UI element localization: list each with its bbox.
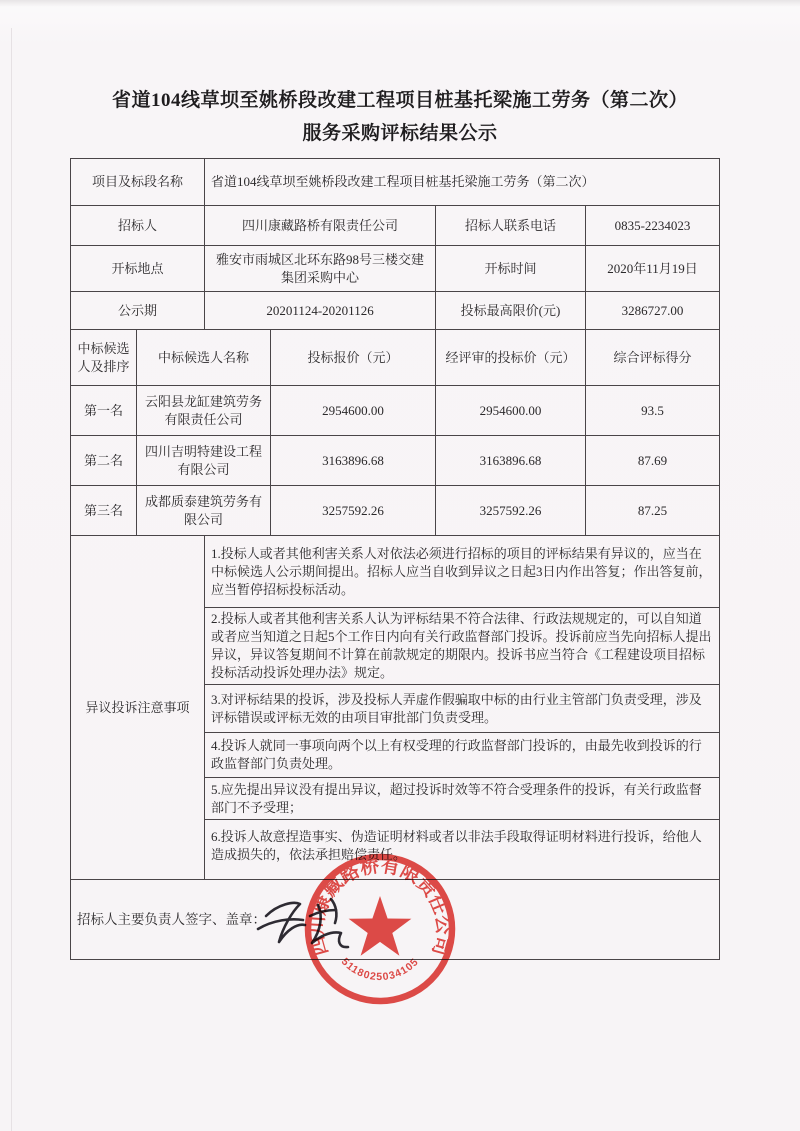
max-price-value: 3286727.00: [586, 292, 720, 330]
header-candidate-name: 中标候选人名称: [137, 330, 271, 386]
opening-place-value: 雅安市雨城区北环东路98号三楼交建集团采购中心: [205, 246, 436, 292]
tenderer-phone-label: 招标人联系电话: [436, 206, 586, 246]
candidate-2-score: 87.69: [586, 436, 720, 486]
notice-item-2: 2.投标人或者其他利害关系人认为评标结果不符合法律、行政法规规定的，可以自知道或者应当知道之日起5个工作日内向有关行政监督部门投诉。投诉前应当先向招标人提出异议，异议答复期间不计算在前款规定的期限内。投诉书应当符合《工程建设项目招标投标活动投诉处理办法》规定。: [205, 608, 720, 685]
notice-item-4: 4.投诉人就同一事项向两个以上有权受理的行政监督部门投诉的，由最先收到投诉的行政监督部门负责处理。: [205, 733, 720, 778]
notice-row-1: [71, 536, 720, 608]
candidate-2-name: 四川吉明特建设工程有限公司: [137, 436, 271, 486]
title-line-1: 省道104线草坝至姚桥段改建工程项目桩基托梁施工劳务（第二次）: [111, 90, 688, 111]
candidate-3-bid: 3257592.26: [271, 486, 436, 536]
candidate-row-1: [71, 386, 720, 436]
opening-time-label: 开标时间: [436, 246, 586, 292]
bid-result-table: [70, 158, 720, 960]
scan-left-edge: [11, 28, 12, 1131]
opening-place-label: 开标地点: [71, 246, 205, 292]
project-name-label: 项目及标段名称: [71, 159, 205, 206]
row-publicity: [71, 292, 720, 330]
candidate-row-3: [71, 486, 720, 536]
candidate-1-rank: 第一名: [71, 386, 137, 436]
seal-graphic: [294, 843, 466, 1015]
candidate-3-name: 成都质泰建筑劳务有限公司: [137, 486, 271, 536]
candidates-header-row: [71, 330, 720, 386]
row-opening: [71, 246, 720, 292]
publicity-period-label: 公示期: [71, 292, 205, 330]
candidate-3-rank: 第三名: [71, 486, 137, 536]
seal-company-name: 四川康藏路桥有限责任公司: [306, 855, 454, 958]
candidate-3-evaluated: 3257592.26: [436, 486, 586, 536]
candidate-row-2: [71, 436, 720, 486]
header-score: 综合评标得分: [586, 330, 720, 386]
tenderer-value: 四川康藏路桥有限责任公司: [205, 206, 436, 246]
tenderer-label: 招标人: [71, 206, 205, 246]
svg-text:5118025034105: [339, 956, 421, 983]
candidate-2-rank: 第二名: [71, 436, 137, 486]
title-line-2: 服务采购评标结果公示: [302, 123, 498, 144]
row-tenderer: [71, 206, 720, 246]
row-project-name: [71, 159, 720, 206]
candidate-3-score: 87.25: [586, 486, 720, 536]
notices-label: 异议投诉注意事项: [71, 536, 205, 880]
notice-item-5: 5.应先提出异议没有提出异议，超过投诉时效等不符合受理条件的投诉，有关行政监督部门不予受理；: [205, 778, 720, 820]
candidate-2-evaluated: 3163896.68: [436, 436, 586, 486]
header-bid-price: 投标报价（元）: [271, 330, 436, 386]
candidate-1-evaluated: 2954600.00: [436, 386, 586, 436]
seal-registration-number: 5118025034105: [338, 955, 422, 984]
publicity-period-value: 20201124-20201126: [205, 292, 436, 330]
header-evaluated-price: 经评审的投标价（元）: [436, 330, 586, 386]
seal-star-icon: [349, 896, 412, 956]
header-rank: 中标候选人及排序: [71, 330, 137, 386]
candidate-1-bid: 2954600.00: [271, 386, 436, 436]
notice-item-1: 1.投标人或者其他利害关系人对依法必须进行招标的项目的评标结果有异议的，应当在中标候选人公示期间提出。招标人应当自收到异议之日起3日内作出答复；作出答复前，应当暂停招标投标活动。: [205, 536, 720, 608]
opening-time-value: 2020年11月19日: [586, 246, 720, 292]
notice-item-3: 3.对评标结果的投诉，涉及投标人弄虚作假骗取中标的由行业主管部门负责受理，涉及评标错误或评标无效的由项目审批部门负责受理。: [205, 685, 720, 733]
company-seal: [294, 843, 466, 1015]
project-name-value: 省道104线草坝至姚桥段改建工程项目桩基托梁施工劳务（第二次）: [205, 159, 720, 206]
candidate-2-bid: 3163896.68: [271, 436, 436, 486]
scan-top-edge: [0, 0, 800, 7]
max-price-label: 投标最高限价(元): [436, 292, 586, 330]
tenderer-phone-value: 0835-2234023: [586, 206, 720, 246]
signature-label: 招标人主要负责人签字、盖章：: [77, 911, 266, 927]
document-title: [0, 84, 800, 150]
notice-item-6: 6.投诉人故意捏造事实、伪造证明材料或者以非法手段取得证明材料进行投诉，给他人造成损失的，依法承担赔偿责任。: [205, 820, 720, 880]
candidate-1-score: 93.5: [586, 386, 720, 436]
candidate-1-name: 云阳县龙缸建筑劳务有限责任公司: [137, 386, 271, 436]
